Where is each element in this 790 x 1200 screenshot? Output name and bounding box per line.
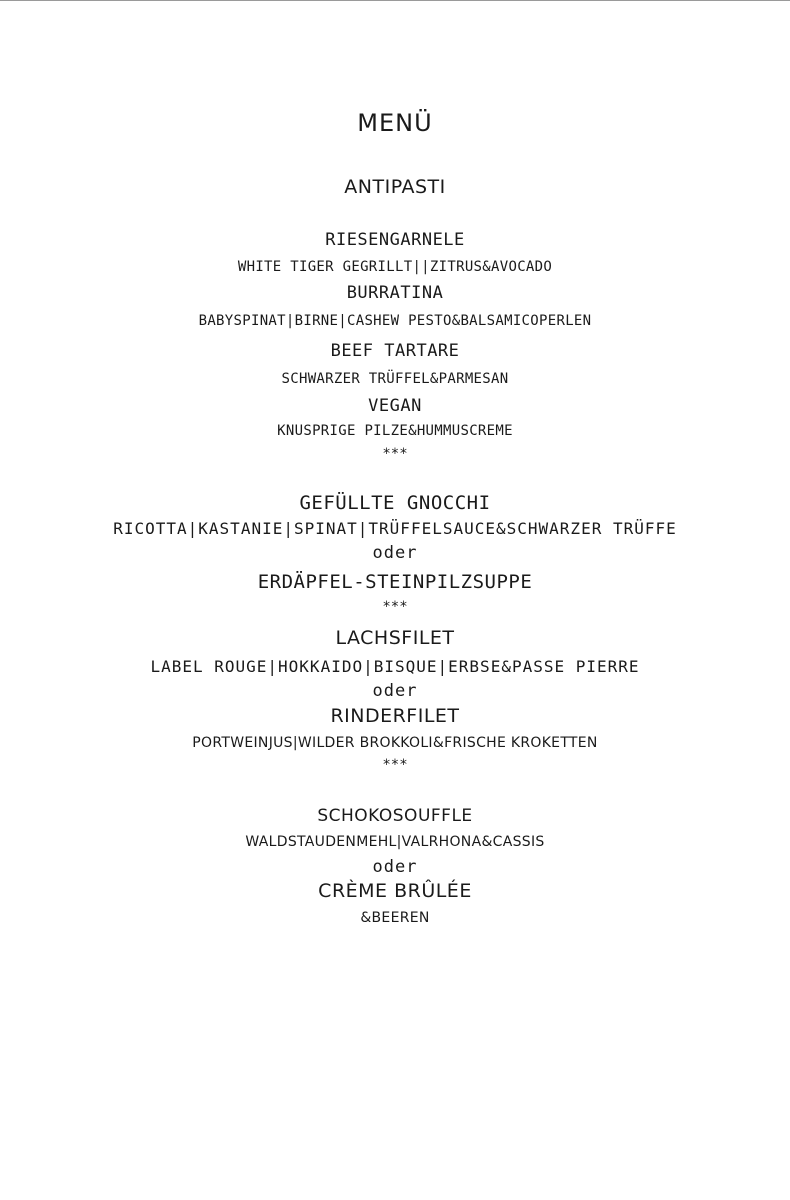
dish-name-schokosouffle: SCHOKOSOUFFLE	[317, 806, 473, 826]
dish-name-rinderfilet: RINDERFILET	[330, 705, 460, 727]
dish-name-gefuellte-gnocchi: GEFÜLLTE GNOCCHI	[299, 492, 491, 514]
dish-description-lachsfilet: LABEL ROUGE|HOKKAIDO|BISQUE|ERBSE&PASSE PIERRE	[150, 657, 640, 676]
dish-description-schokosouffle: WALDSTAUDENMEHL|VALRHONA&CASSIS	[245, 834, 545, 850]
top-border	[0, 0, 790, 1]
menu-title: MENÜ	[357, 109, 433, 137]
dish-name-creme-brulee: CRÈME BRÛLÉE	[318, 880, 472, 902]
dish-description-gefuellte-gnocchi: RICOTTA|KASTANIE|SPINAT|TRÜFFELSAUCE&SCHWARZER TRÜFFE	[113, 519, 677, 538]
dish-name-erdaepfel-steinpilzsuppe: ERDÄPFEL-STEINPILZSUPPE	[257, 571, 533, 593]
or-label: oder	[372, 857, 418, 877]
dish-name-lachsfilet: LACHSFILET	[335, 627, 455, 649]
dish-description-vegan: KNUSPRIGE PILZE&HUMMUSCREME	[277, 423, 513, 439]
dish-description-beef-tartare: SCHWARZER TRÜFFEL&PARMESAN	[281, 371, 509, 387]
course-separator: ***	[382, 757, 408, 773]
dish-name-vegan: VEGAN	[368, 396, 422, 416]
dish-description-burratina: BABYSPINAT|BIRNE|CASHEW PESTO&BALSAMICOPERLEN	[198, 313, 592, 329]
or-label: oder	[372, 543, 418, 563]
dish-name-burratina: BURRATINA	[346, 283, 444, 303]
dish-name-riesengarnele: RIESENGARNELE	[325, 230, 465, 250]
dish-description-riesengarnele: WHITE TIGER GEGRILLT||ZITRUS&AVOCADO	[237, 259, 553, 275]
dish-name-beef-tartare: BEEF TARTARE	[330, 341, 460, 361]
dish-description-rinderfilet: PORTWEINJUS|WILDER BROKKOLI&FRISCHE KROKETTEN	[192, 735, 598, 751]
or-label: oder	[372, 681, 418, 701]
course-separator: ***	[382, 446, 408, 462]
section-heading-antipasti: ANTIPASTI	[344, 176, 446, 198]
dish-description-creme-brulee: &BEEREN	[360, 910, 430, 926]
course-separator: ***	[382, 599, 408, 615]
